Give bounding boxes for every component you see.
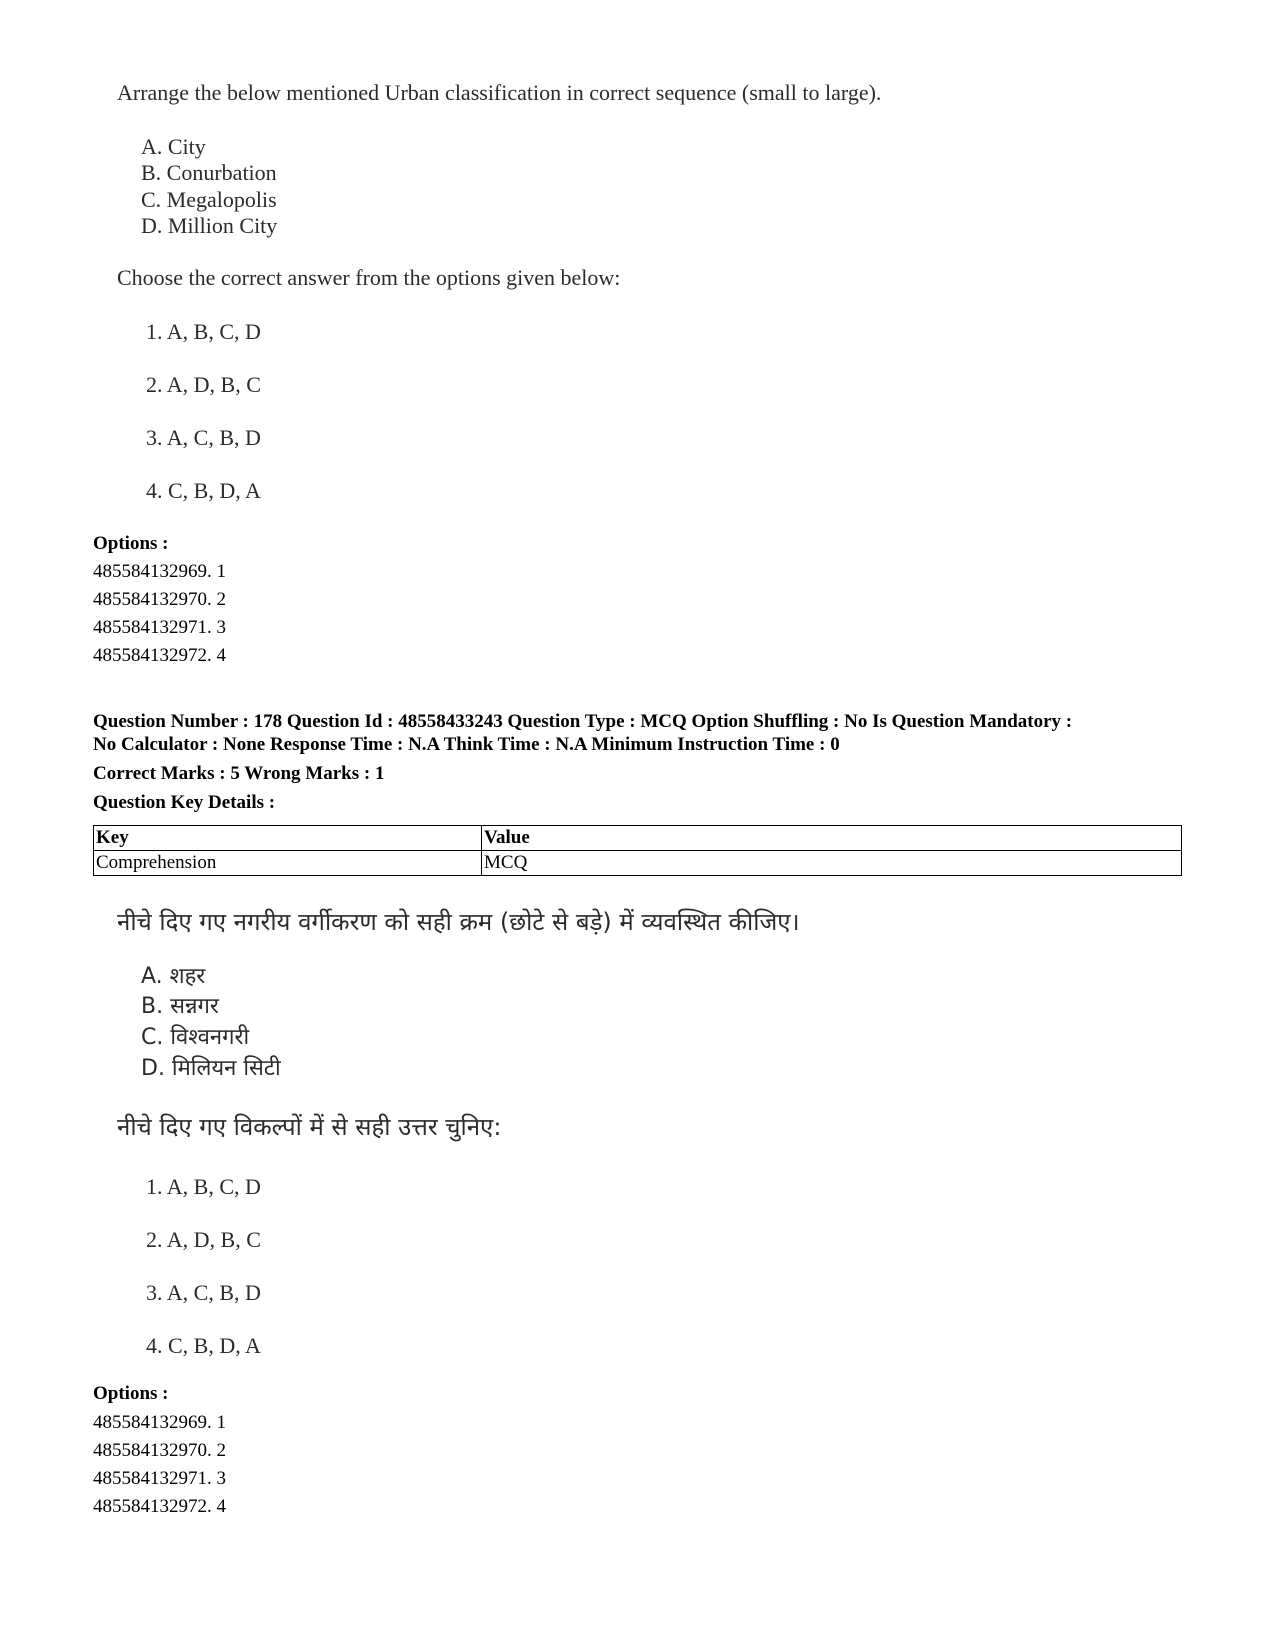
- option-line: 485584132971. 3: [93, 1468, 226, 1489]
- question-stem: Arrange the below mentioned Urban classification in correct sequence (small to large).: [117, 80, 882, 105]
- option-line: 485584132970. 2: [93, 589, 226, 610]
- question-stem-hindi: नीचे दिए गए नगरीय वर्गीकरण को सही क्रम (छोटे से बड़े) में व्यवस्थित कीजिए।: [117, 908, 800, 936]
- answer-choice: 2. A, D, B, C: [146, 372, 261, 397]
- option-line: 485584132969. 1: [93, 1412, 226, 1433]
- key-details-label: Question Key Details :: [93, 792, 276, 813]
- choose-instruction: Choose the correct answer from the options given below:: [117, 265, 621, 290]
- question-meta-line-1: Question Number : 178 Question Id : 48558433243 Question Type : MCQ Option Shuffling : No Is Question Mandatory :: [93, 711, 1073, 732]
- answer-choice: 3. A, C, B, D: [146, 1280, 261, 1305]
- option-line: 485584132971. 3: [93, 617, 226, 638]
- option-line: 485584132970. 2: [93, 1440, 226, 1461]
- key-details-table: [93, 825, 1182, 876]
- answer-choice: 4. C, B, D, A: [146, 478, 261, 503]
- list-item: C. Megalopolis: [141, 187, 277, 212]
- marks-line: Correct Marks : 5 Wrong Marks : 1: [93, 763, 385, 784]
- list-item: B. सन्नगर: [141, 994, 219, 1019]
- answer-choice: 3. A, C, B, D: [146, 425, 261, 450]
- choose-instruction-hindi: नीचे दिए गए विकल्पों में से सही उत्तर चुनिए:: [117, 1113, 502, 1141]
- list-item: A. City: [141, 134, 206, 159]
- table-cell: Comprehension: [94, 851, 482, 876]
- answer-choice: 1. A, B, C, D: [146, 319, 261, 344]
- options-label: Options :: [93, 533, 169, 554]
- answer-choice: 4. C, B, D, A: [146, 1333, 261, 1358]
- options-label: Options :: [93, 1383, 169, 1404]
- table-header-row: [94, 826, 1182, 851]
- table-header: Value: [482, 826, 1182, 851]
- table-row: [94, 851, 1182, 876]
- option-line: 485584132972. 4: [93, 1496, 226, 1517]
- answer-choice: 2. A, D, B, C: [146, 1227, 261, 1252]
- answer-choice: 1. A, B, C, D: [146, 1174, 261, 1199]
- question-meta-line-2: No Calculator : None Response Time : N.A Think Time : N.A Minimum Instruction Time : 0: [93, 734, 840, 755]
- option-line: 485584132969. 1: [93, 561, 226, 582]
- list-item: C. विश्वनगरी: [141, 1025, 250, 1050]
- list-item: B. Conurbation: [141, 160, 277, 185]
- list-item: D. मिलियन सिटी: [141, 1056, 281, 1081]
- list-item: A. शहर: [141, 964, 206, 989]
- list-item: D. Million City: [141, 213, 278, 238]
- table-header: Key: [94, 826, 482, 851]
- option-line: 485584132972. 4: [93, 645, 226, 666]
- table-cell: MCQ: [482, 851, 1182, 876]
